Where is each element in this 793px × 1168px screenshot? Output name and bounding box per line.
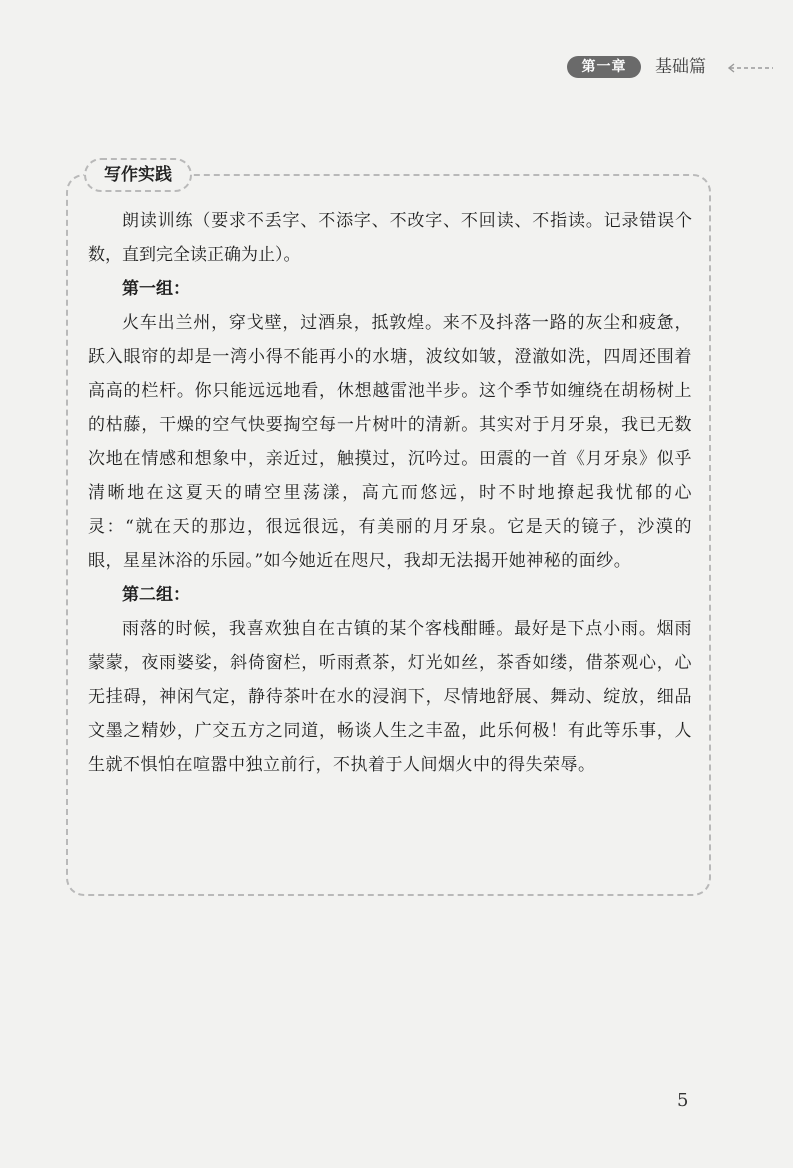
group-2-passage: 雨落的时候，我喜欢独自在古镇的某个客栈酣睡。最好是下点小雨。烟雨蒙蒙，夜雨婆娑，斜倚窗栏，听雨煮茶，灯光如丝，茶香如缕，借茶观心，心无挂碍，神闲气定，静待茶叶在水的浸润下，尽情地舒展、舞动、绽放，细品文墨之精妙，广交五方之同道，畅谈人生之丰盈，此乐何极！有此等乐事，人生就不惧怕在喧嚣中独立前行，不执着于人间烟火中的得失荣辱。 <box>88 619 692 775</box>
section-title: 基础篇 <box>655 57 706 77</box>
dashed-arrow-icon <box>727 62 775 74</box>
page-number: 5 <box>677 1090 689 1111</box>
chapter-badge: 第一章 <box>567 56 641 78</box>
reading-instructions: 朗读训练（要求不丢字、不添字、不改字、不回读、不指读。记录错误个数，直到完全读正确为止）。 <box>88 211 692 265</box>
page-header <box>567 54 777 82</box>
group-2-title: 第二组： <box>122 585 190 605</box>
group-1-passage: 火车出兰州，穿戈壁，过酒泉，抵敦煌。来不及抖落一路的灰尘和疲惫，跃入眼帘的却是一湾小得不能再小的水塘，波纹如皱，澄澈如洗，四周还围着高高的栏杆。你只能远远地看，休想越雷池半步。这个季节如缠绕在胡杨树上的枯藤，干燥的空气快要掏空每一片树叶的清新。其实对于月牙泉，我已无数次地在情感和想象中，亲近过，触摸过，沉吟过。田震的一首《月牙泉》似乎清晰地在这夏天的晴空里荡漾，高亢而悠远，时不时地撩起我忧郁的心灵：“就在天的那边，很远很远，有美丽的月牙泉。它是天的镜子，沙漠的眼，星星沐浴的乐园。”如今她近在咫尺，我却无法揭开她神秘的面纱。 <box>88 313 692 571</box>
group-1-title: 第一组： <box>122 279 190 299</box>
practice-content <box>88 204 692 782</box>
practice-label: 写作实践 <box>84 158 192 192</box>
